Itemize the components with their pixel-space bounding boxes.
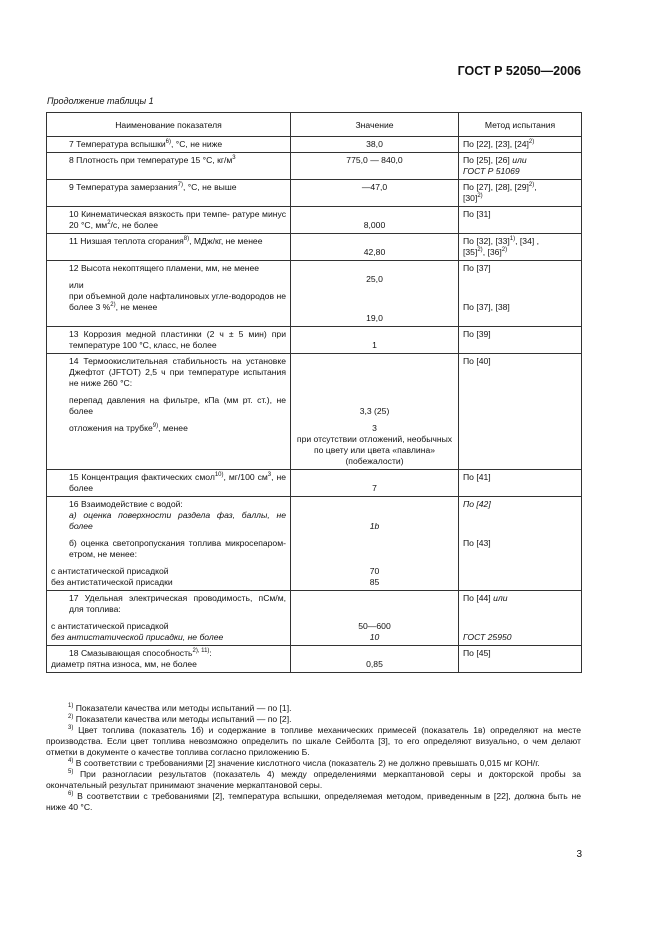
table-row (47, 470, 582, 497)
table-row (47, 137, 582, 153)
method-cell: По [42] По [43] (459, 497, 582, 591)
value-cell: 775,0 — 840,0 (291, 153, 459, 180)
header-method: Метод испытания (459, 113, 582, 137)
header-indicator: Наименование показателя (47, 113, 291, 137)
table-row (47, 261, 582, 327)
footnote: $^{2)}$ Показатели качества или методы испытаний — по [2]. (68, 714, 292, 724)
requirements-table (46, 112, 582, 673)
value-cell: 42,80 (291, 234, 459, 261)
page-number: 3 (576, 849, 582, 860)
table-row (47, 234, 582, 261)
table-row (47, 327, 582, 354)
value-cell: 50—600 10 (291, 591, 459, 646)
value-cell: 0,85 (291, 646, 459, 673)
method-cell: По [44] или ГОСТ 25950 (459, 591, 582, 646)
indicator-cell: 15 Концентрация фактических смол$^{10)}$, мг/100 $см^3$, не более (47, 470, 291, 497)
document-id: ГОСТ Р 52050—2006 (457, 64, 581, 78)
value-cell: 38,0 (291, 137, 459, 153)
indicator-cell: 17 Удельная электрическая проводимость, пСм/м, для топлива: с антистатической присадкой без антистатической присадки, не более (47, 591, 291, 646)
indicator-cell: 7 Температура вспышки$^{6)}$, °С, не ниже (47, 137, 291, 153)
method-cell: По [27], [28], $[29]^{2)}$, $[30]^{2)}$ (459, 180, 582, 207)
footnote: $^{5)}$ При разногласии результатов (показатель 4) между определениями меркаптановой серы и докторской пробы за окончательный результат принимают значение меркаптановой серы. (46, 769, 581, 790)
method-cell: По [31] (459, 207, 582, 234)
value-cell: 8,000 (291, 207, 459, 234)
footnotes (46, 703, 581, 813)
table-caption: Продолжение таблицы 1 (47, 96, 154, 106)
method-cell: По [41] (459, 470, 582, 497)
value-cell: 3,3 (25) 3 при отсутствии отложений, необычных по цвету или цвета «павлина» (побежалости) (291, 354, 459, 470)
method-cell: По [40] (459, 354, 582, 470)
value-cell: 25,0 19,0 (291, 261, 459, 327)
indicator-cell: 14 Термоокислительная стабильность на установке Джефтот (JFTOT) 2,5 ч при температуре испытания не ниже 260 °С: перепад давления на фильтре, кПа (мм рт. ст.), не более отложения на трубке$^{9)}$, менее (47, 354, 291, 470)
method-cell: По [25], [26] или ГОСТ Р 51069 (459, 153, 582, 180)
table-row (47, 591, 582, 646)
table-row (47, 497, 582, 591)
indicator-cell: 13 Коррозия медной пластинки (2 ч ± 5 мин) при температуре 100 °С, класс, не более (47, 327, 291, 354)
indicator-cell: 8 Плотность при температуре 15 °С, $кг/м^3$ (47, 153, 291, 180)
method-cell: По [37] По [37], [38] (459, 261, 582, 327)
header-value: Значение (291, 113, 459, 137)
value-cell: —47,0 (291, 180, 459, 207)
footnote: $^{1)}$ Показатели качества или методы испытаний — по [1]. (68, 703, 292, 713)
indicator-cell: 12 Высота некоптящего пламени, мм, не менее или при объемной доле нафталиновых угле-водородов не более 3 %$^{2)}$, не менее (47, 261, 291, 327)
table-row (47, 180, 582, 207)
table-row (47, 153, 582, 180)
footnote: $^{6)}$ В соответствии с требованиями [2], температура вспышки, определяемая методом, приведенным в [22], должна быть не ниже 40 °С. (46, 791, 581, 812)
value-cell: 7 (291, 470, 459, 497)
table-row (47, 207, 582, 234)
indicator-cell: 9 Температура замерзания$^{7)}$, °С, не выше (47, 180, 291, 207)
footnote: $^{4)}$ В соответствии с требованиями [2] значение кислотного числа (показатель 2) не должно превышать 0,015 мг КОН/г. (68, 758, 540, 768)
indicator-cell: 18 Смазывающая способность$^{2), 11)}$: диаметр пятна износа, мм, не более (47, 646, 291, 673)
method-cell: По [39] (459, 327, 582, 354)
indicator-cell: 11 Низшая теплота сгорания$^{8)}$, МДж/кг, не менее (47, 234, 291, 261)
value-cell: 1b 70 85 (291, 497, 459, 591)
method-cell: По [45] (459, 646, 582, 673)
value-cell: 1 (291, 327, 459, 354)
indicator-cell: 16 Взаимодействие с водой: а) оценка поверхности раздела фаз, баллы, не более б) оценка светопропускания топлива микросепарометром, не менее: с антистатической присадкой без антистатической присадки (47, 497, 291, 591)
table-header-row (47, 113, 582, 137)
footnote: $^{3)}$ Цвет топлива (показатель 1б) и содержание в топливе механических примесей (показатель 1в) определяют на месте производства. Если цвет топлива невозможно определить по шкале Сейболта [3], то его определяют визуально, о чем делают отметки в документе о качестве топлива согласно приложению Б. (46, 725, 581, 757)
table-row (47, 354, 582, 470)
indicator-cell: 10 Кинематическая вязкость при темпе- ратуре минус 20 °С, $мм^2/с$, не более (47, 207, 291, 234)
method-cell: По [32], $[33]^{1)}$, [34] , $[35]^{2)}$, $[36]^{2)}$ (459, 234, 582, 261)
table-row (47, 646, 582, 673)
method-cell: По [22], [23], $[24]^{2)}$ (459, 137, 582, 153)
